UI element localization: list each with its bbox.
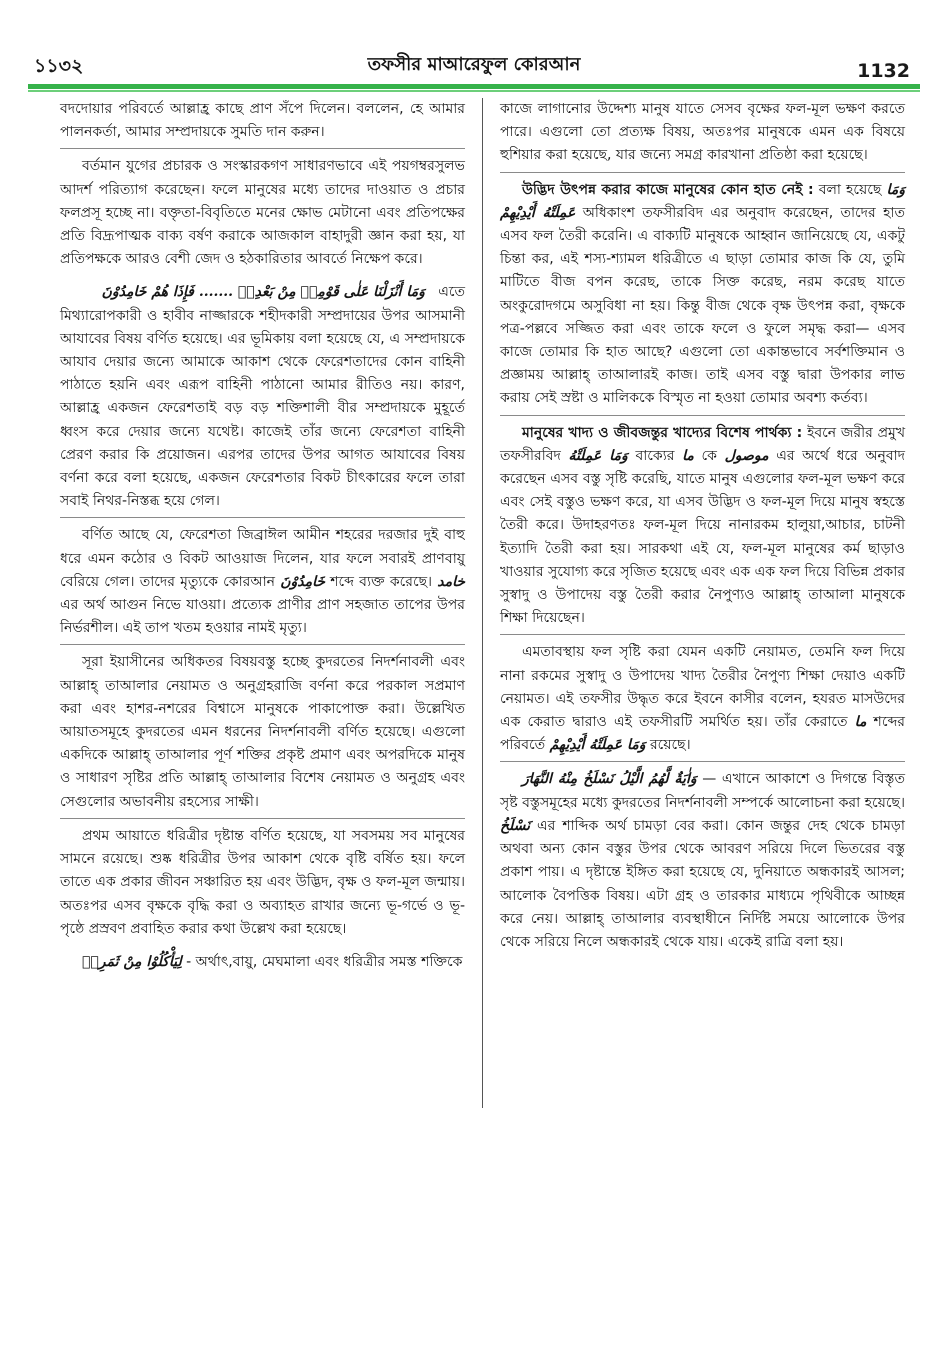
page-number-bengali: ১১৩২ [34, 55, 84, 77]
paragraph: বদদোয়ার পরিবর্তে আল্লাহ্র কাছে প্রাণ সঁপে দিলেন। বললেন, হে আমার পালনকর্তা, আমার সম্প্রদায়কে সুমতি দান করুন। [60, 98, 465, 149]
arabic-word: وَمَا عَمِلَتْهُ أَيْدِيْهِمْ [500, 181, 906, 221]
paragraph: কাজে লাগানোর উদ্দেশ্য মানুষ যাতে সেসব বৃক্ষের ফল-মূল ভক্ষণ করতে পারে। এগুলো তো প্রত্যক্ষ বিষয়, অতঃপর মানুষকে এমন এক বিষয়ে হুশিয়ার করা হয়েছে, যার জন্যে সমগ্র কারখানা প্রতিষ্ঠা করা হয়েছে। [500, 98, 905, 173]
column-divider [482, 98, 483, 1108]
arabic-word: ما [854, 714, 867, 731]
paragraph: উদ্ভিদ উৎপন্ন করার কাজে মানুষের কোন হাত নেই : বলা হয়েছে وَمَا عَمِلَتْهُ أَيْدِيْهِمْ অধিকাংশ তফসীরবিদ এর অনুবাদ করেছেন, তাদের হাত এসব ফল তৈরী করেনি। এ বাক্যটি মানুষকে আহ্বান জানিয়েছে যে, একটু চিন্তা কর, এই শস্য-শ্যামল ধরিত্রীতে এ ছাড়া তোমার কাজ কি যে, তুমি মাটিতে বীজ বপন করেছ, তাকে সিক্ত করেছ, নরম করেছ যাতে অংকুরোদগমে অসুবিধা না হয়। কিন্তু বীজ থেকে বৃক্ষ উৎপন্ন করা, বৃক্ষকে পত্র-পল্লবে সজ্জিত করা এবং তাকে ফলে ও ফুলে সমৃদ্ধ করা— এসব কাজে তোমার কি হাত আছে? এগুলো তো একান্তভাবে সর্বশক্তিমান ও প্রজ্ঞাময় আল্লাহ্ তাআলারই কাজ। তাই এসব বস্তু দ্বারা উপকার লাভ করায় সেই স্রষ্টা ও মালিককে বিস্মৃত না হওয়া তোমার অবশ্য কর্তব্য। [500, 179, 905, 416]
paragraph: وَمَا أَنْزَلْنَا عَلٰى قَوْمِهٖ مِنْ بَعْدِهٖ ....... فَإِذَا هُمْ خَامِدُوْنَ এতে মিথ্যারোপকারী ও হাবীব নাজ্জারকে শহীদকারী সম্প্রদায়ের উপর আসমানী আযাবের বিষয় বর্ণিত হয়েছে। এর ভূমিকায় বলা হয়েছে যে, এ সম্প্রদায়কে আযাব দেয়ার জন্যে আমাকে আকাশ থেকে ফেরেশতাদের কোন বাহিনী পাঠাতে হয়নি এবং এরূপ বাহিনী পাঠানো আমার রীতিও নয়। কারণ, আল্লাহ্র একজন ফেরেশতাই বড় বড় শক্তিশালী বীর সম্প্রদায়কে মুহূর্তে ধ্বংস করে দেয়ার জন্যে যথেষ্ট। কাজেই তাঁর জন্যে ফেরেশতা বাহিনী প্রেরণ করার কি প্রয়োজন। এরপর তাদের উপর আগত আযাবের বিষয় বর্ণনা করে বলা হয়েছে, একজন ফেরেশতার বিকট চীৎকারের ফলে তারা সবাই নিথর-নিস্তব্ধ হয়ে গেল। [60, 281, 465, 518]
arabic-word: خَامِدُوْنَ [280, 573, 326, 590]
paragraph: وَاٰيَةٌ لَّهُمُ الَّيْلُ نَسْلَخُ مِنْهُ النَّهَارَ — এখানে আকাশে ও দিগন্তে বিস্তৃত সৃষ্ট বস্তুসমূহের মধ্যে কুদরতের নিদর্শনাবলী সম্পর্কে আলোচনা করা হয়েছে। نَسْلَخُ এর শাব্দিক অর্থ চামড়া বের করা। কোন জন্তুর দেহ থেকে চামড়া অথবা অন্য কোন বস্তুর উপর থেকে আবরণ সরিয়ে দিলে ভিতরের বস্তু প্রকাশ পায়। এ দৃষ্টান্তে ইঙ্গিত করা হয়েছে যে, দুনিয়াতে অন্ধকারই আসল; আলোক বৈপত্তিক বিষয়। এটা গ্রহ ও তারকার মাধ্যমে পৃথিবীকে আচ্ছন্ন করে নেয়। আল্লাহ্ তাআলার ব্যবস্থাধীনে নির্দিষ্ট সময়ে আলোকে উপর থেকে সরিয়ে নিলে অন্ধকারই থেকে যায়। একেই রাত্রি বলা হয়। [500, 771, 905, 950]
arabic-word: ما [682, 447, 694, 464]
page-header [28, 44, 920, 84]
arabic-verse: وَاٰيَةٌ لَّهُمُ الَّيْلُ نَسْلَخُ مِنْهُ النَّهَارَ [522, 771, 697, 788]
section-heading: উদ্ভিদ উৎপন্ন করার কাজে মানুষের কোন হাত নেই : [522, 181, 814, 198]
running-title: তফসীর মাআরেফুল কোরআন [367, 54, 581, 75]
arabic-word: وَمَا عَمِلَتْهُ [568, 447, 628, 464]
arabic-word: خامد [437, 573, 466, 590]
paragraph: বর্তমান যুগের প্রচারক ও সংস্কারকগণ সাধারণভাবে এই পয়গম্বরসুলভ আদর্শ পরিত্যাগ করেছেন। ফলে মানুষের মধ্যে তাদের দাওয়াত ও প্রচার ফলপ্রসূ হচ্ছে না। বক্তৃতা-বিবৃতিতে মনের ক্ষোভ মেটানো এবং প্রতিপক্ষের প্রতি বিদ্রূপাত্মক বাক্য বর্ষণ করাকে আজকাল বাহাদুরী জ্ঞান করা হয়, যা প্রতিপক্ষকে আরও বেশী জেদ ও হঠকারিতার আবর্তে নিক্ষেপ করে। [60, 158, 465, 268]
paragraph: لِيَأْكُلُوْا مِنْ ثَمَرِهٖ - অর্থাৎ,বায়ু, মেঘমালা এবং ধরিত্রীর সমস্ত শক্তিকে [82, 953, 463, 970]
paragraph: এমতাবস্থায় ফল সৃষ্টি করা যেমন একটি নেয়ামত, তেমনি ফল দিয়ে নানা রকমের সুস্বাদু ও উপাদেয় খাদ্য তৈরীর নৈপুণ্য শিক্ষা দেয়াও একটি নেয়ামত। এই তফসীর উদ্ধৃত করে ইবনে কাসীর বলেন, হযরত মাসউদের এক কেরাত দ্বারাও এই তফসীরটি সমর্থিত হয়। তাঁর কেরাতে ما শব্দের পরিবর্তে وَمَا عَمِلَتْهُ أَيْدِيْهِمْ রয়েছে। [500, 641, 905, 762]
right-column [500, 98, 905, 964]
arabic-word: وَمَا عَمِلَتْهُ أَيْدِيْهِمْ [549, 737, 646, 754]
left-column [60, 98, 465, 984]
section-heading: মানুষের খাদ্য ও জীবজন্তুর খাদ্যের বিশেষ পার্থক্য : [522, 424, 803, 441]
paragraph: বর্ণিত আছে যে, ফেরেশতা জিব্রাঈল আমীন শহরের দরজার দুই বাহু ধরে এমন কঠোর ও বিকট আওয়াজ দিলেন, যার ফলে সবারই প্রাণবায়ু বেরিয়ে গেল। তাদের মৃত্যুকে কোরআন خَامِدُوْنَ শব্দে ব্যক্ত করেছে। خامد এর অর্থ আগুন নিভে যাওয়া। প্রত্যেক প্রাণীর প্রাণ সহজাত তাপের উপর নির্ভরশীল। এই তাপ খতম হওয়ার নামই মৃত্যু। [60, 524, 465, 645]
page-number: 1132 [857, 60, 910, 82]
arabic-word: نَسْلَخُ [500, 817, 531, 834]
arabic-word: موصول [724, 447, 769, 464]
paragraph: প্রথম আয়াতে ধরিত্রীর দৃষ্টান্ত বর্ণিত হয়েছে, যা সবসময় সব মানুষের সামনে রয়েছে। শুষ্ক ধরিত্রীর উপর আকাশ থেকে বৃষ্টি বর্ষিত হয়। ফলে তাতে এক প্রকার জীবন সঞ্চারিত হয় এবং উদ্ভিদ, বৃক্ষ ও ফল-মূল জন্মায়। অতঃপর এসব বৃক্ষকে বৃদ্ধি করা ও অব্যাহত রাখার জন্যে ভূ-গর্ভে ও ভূ-পৃষ্ঠে প্রস্রবণ প্রবাহিত করার কথা উল্লেখ করা হয়েছে। [60, 827, 465, 937]
arabic-verse: وَمَا أَنْزَلْنَا عَلٰى قَوْمِهٖ مِنْ بَعْدِهٖ ....... فَإِذَا هُمْ خَامِدُوْنَ এতে [101, 284, 465, 301]
paragraph: সূরা ইয়াসীনের অধিকতর বিষয়বস্তু হচ্ছে কুদরতের নিদর্শনাবলী এবং আল্লাহ্ তাআলার নেয়ামত ও অনুগ্রহরাজি বর্ণনা করে পরকাল সপ্রমাণ করা এবং হাশর-নশরের বিশ্বাসে মানুষকে পাকাপোক্ত করা। উল্লেখিত আয়াতসমূহে কুদরতের এমন ধরনের নিদর্শনাবলী বর্ণিত হয়েছে। এগুলো একদিকে আল্লাহ্ তাআলার পূর্ণ শক্তির প্রকৃষ্ট প্রমাণ এবং অপরদিকে মানুষ ও সাধারণ সৃষ্টির প্রতি আল্লাহ্ তাআলার বিশেষ নেয়ামত ও অনুগ্রহ এবং সেগুলোর অভাবনীয় রহস্যের সাক্ষী। [60, 651, 465, 818]
paragraph: মানুষের খাদ্য ও জীবজন্তুর খাদ্যের বিশেষ পার্থক্য : ইবনে জরীর প্রমুখ তফসীরবিদ وَمَا عَمِلَتْهُ বাক্যের ما কে موصول এর অর্থে ধরে অনুবাদ করেছেন এসব বস্তু সৃষ্টি করেছি, যাতে মানুষ এগুলোর ফল-মূল ভক্ষণ করে এবং সেই বস্তুও ভক্ষণ করে, যা এসব উদ্ভিদ ও ফল-মূল দিয়ে মানুষ স্বহস্তে তৈরী করে। উদাহরণতঃ ফল-মূল দিয়ে নানারকম হালুয়া,আচার, চাটনী ইত্যাদি তৈরী করা হয়। সারকথা এই যে, ফল-মূল মানুষের কর্ম ছাড়াও খাওয়ার সুযোগ্য করে সৃজিত হয়েছে এবং এক এক ফল দিয়ে বিভিন্ন প্রকার সুস্বাদু ও উপাদেয় বস্তু তৈরী করার নৈপুণ্যও আল্লাহ্ তাআলা মানুষকে শিক্ষা দিয়েছেন। [500, 422, 905, 636]
header-rule [28, 84, 920, 89]
header-rule-thin [28, 90, 920, 92]
arabic-verse: لِيَأْكُلُوْا مِنْ ثَمَرِهٖ [82, 953, 182, 970]
